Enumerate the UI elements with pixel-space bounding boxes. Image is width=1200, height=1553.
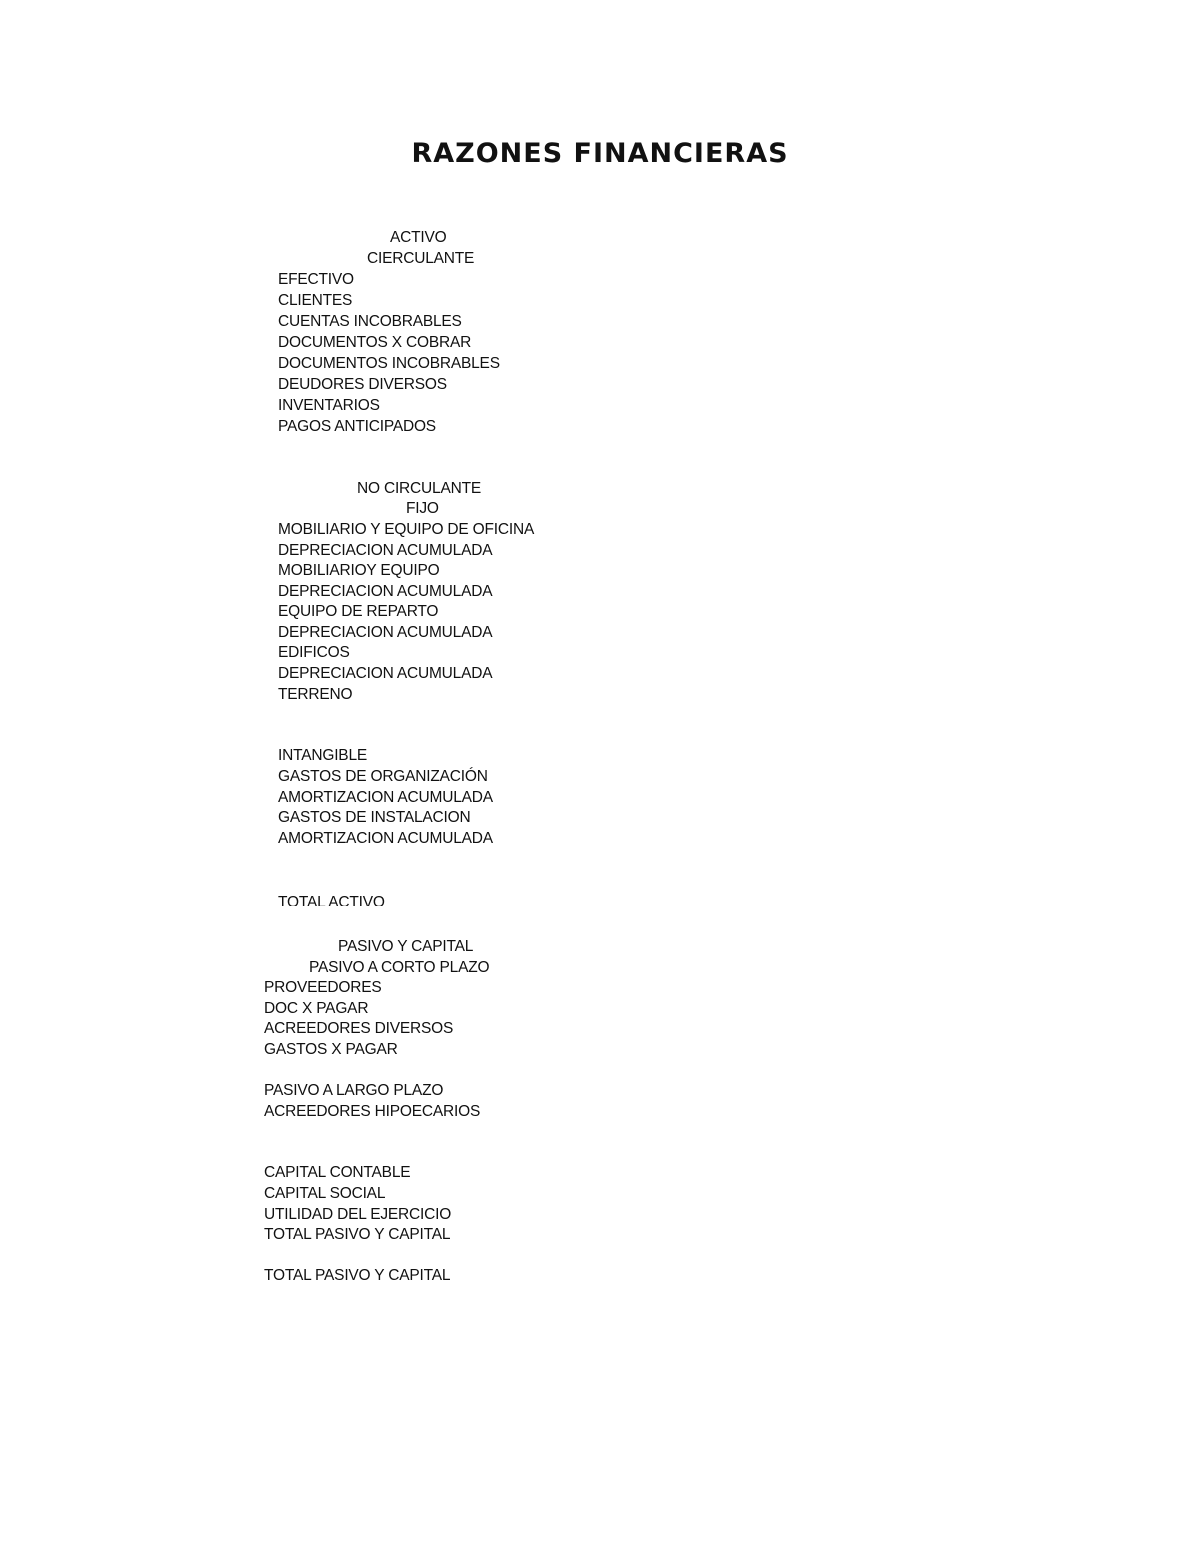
- line-label: CLIENTES: [278, 292, 353, 309]
- line-label: UTILIDAD DEL EJERCICIO: [264, 1206, 452, 1223]
- line-label: ACREEDORES DIVERSOS: [264, 1020, 454, 1037]
- line-label: GASTOS X PAGAR: [264, 1041, 398, 1058]
- capital-total-label: TOTAL PASIVO Y CAPITAL: [264, 1226, 451, 1243]
- line-label: DEPRECIACION ACUMULADA: [278, 542, 493, 559]
- page-title: RAZONES FINANCIERAS: [411, 138, 789, 169]
- line-label: GASTOS DE ORGANIZACIÓN: [278, 768, 488, 785]
- line-label: PAGOS ANTICIPADOS: [278, 418, 436, 435]
- line-label: EQUIPO DE REPARTO: [278, 603, 439, 620]
- line-label: DOC X PAGAR: [264, 1000, 369, 1017]
- line-label: DOCUMENTOS INCOBRABLES: [278, 355, 500, 372]
- line-label: DEPRECIACION ACUMULADA: [278, 583, 493, 600]
- no-circulante-heading: NO CIRCULANTE: [357, 480, 481, 497]
- line-label: CUENTAS INCOBRABLES: [278, 313, 462, 330]
- line-label: TERRENO: [278, 686, 353, 703]
- line-label: DEPRECIACION ACUMULADA: [278, 624, 493, 641]
- line-label: ACREEDORES HIPOECARIOS: [264, 1103, 481, 1120]
- line-label: INVENTARIOS: [278, 397, 380, 414]
- largo-plazo-heading: PASIVO A LARGO PLAZO: [264, 1082, 444, 1099]
- line-label: CAPITAL SOCIAL: [264, 1185, 386, 1202]
- line-label: GASTOS DE INSTALACION: [278, 809, 471, 826]
- line-label: EFECTIVO: [278, 271, 354, 288]
- line-label: AMORTIZACION ACUMULADA: [278, 830, 493, 847]
- pasivo-heading: PASIVO Y CAPITAL: [338, 938, 474, 955]
- line-label: MOBILIARIO Y EQUIPO DE OFICINA: [278, 521, 535, 538]
- total-activo-label: TOTAL ACTIVO: [278, 894, 385, 906]
- line-label: AMORTIZACION ACUMULADA: [278, 789, 493, 806]
- intangible-heading: INTANGIBLE: [278, 747, 368, 764]
- activo-heading: ACTIVO: [390, 229, 447, 246]
- line-label: DEUDORES DIVERSOS: [278, 376, 447, 393]
- line-label: MOBILIARIOY EQUIPO: [278, 562, 440, 579]
- line-label: PROVEEDORES: [264, 979, 382, 996]
- corto-plazo-heading: PASIVO A CORTO PLAZO: [309, 959, 490, 976]
- line-label: DEPRECIACION ACUMULADA: [278, 665, 493, 682]
- capital-heading: CAPITAL CONTABLE: [264, 1164, 411, 1181]
- line-label: EDIFICOS: [278, 644, 350, 661]
- circulante-heading: CIERCULANTE: [367, 250, 475, 267]
- grand-total-label: TOTAL PASIVO Y CAPITAL: [264, 1267, 451, 1284]
- fijo-heading: FIJO: [406, 500, 439, 517]
- line-label: DOCUMENTOS X COBRAR: [278, 334, 472, 351]
